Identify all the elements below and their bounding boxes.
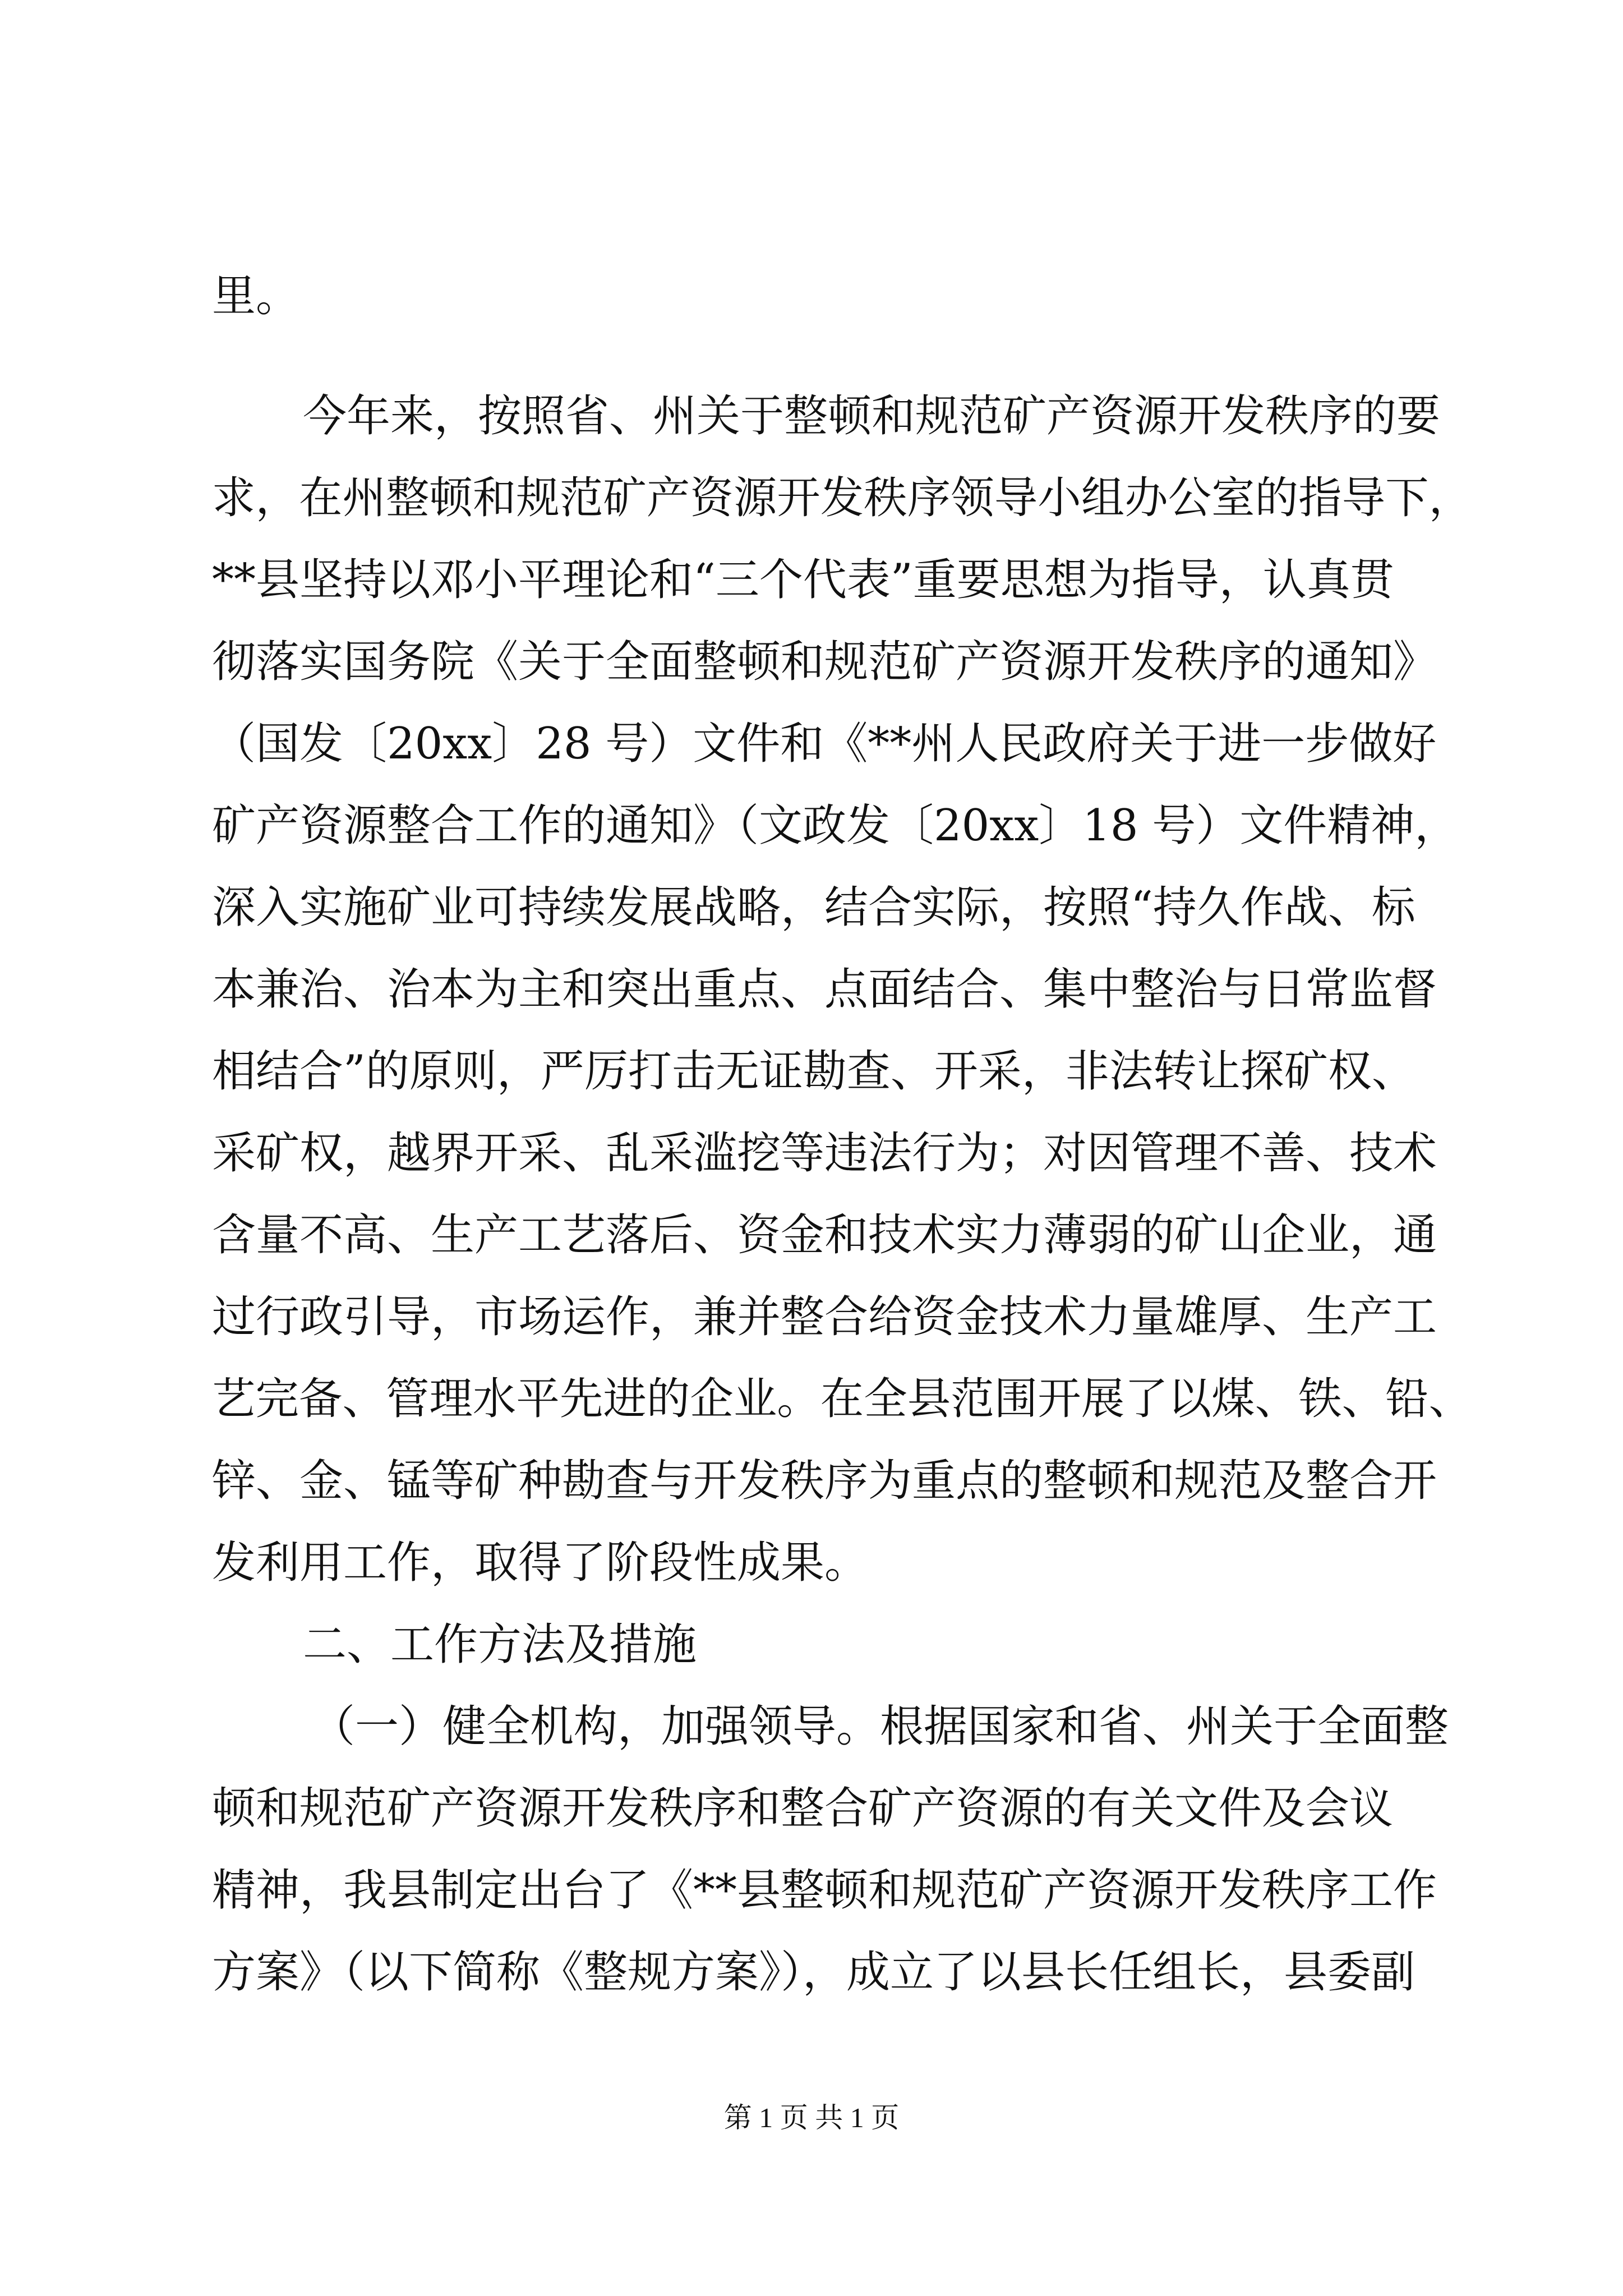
text-line: 相结合”的原则，严厉打击无证勘查、开采，非法转让探矿权、: [212, 1046, 1415, 1097]
text-line: （国发〔20xx〕28 号）文件和《**州人民政府关于进一步做好: [212, 719, 1437, 769]
text-line: 矿产资源整合工作的通知》（文政发〔20xx〕18 号）文件精神，: [212, 800, 1459, 851]
text-line: 含量不高、生产工艺落后、资金和技术实力薄弱的矿山企业，通: [212, 1210, 1437, 1260]
section-heading: 二、工作方法及措施: [303, 1619, 697, 1670]
text-line: 本兼治、治本为主和突出重点、点面结合、集中整治与日常监督: [212, 964, 1437, 1015]
text-line: 今年来，按照省、州关于整顿和规范矿产资源开发秩序的要: [303, 391, 1441, 441]
text-line: 锌、金、锰等矿种勘查与开发秩序为重点的整顿和规范及整合开: [212, 1456, 1437, 1506]
text-line: 采矿权，越界开采、乱采滥挖等违法行为；对因管理不善、技术: [212, 1128, 1437, 1179]
text-line: 深入实施矿业可持续发展战略，结合实际，按照“持久作战、标: [212, 882, 1415, 933]
text-line: 里。: [212, 271, 300, 321]
page-footer: 第 1 页 共 1 页: [723, 2102, 900, 2133]
text-line: 求，在州整顿和规范矿产资源开发秩序领导小组办公室的指导下，: [212, 473, 1473, 523]
text-line: 方案》（以下简称《整规方案》），成立了以县长任组长，县委副: [212, 1947, 1415, 1998]
text-line: （一）健全机构，加强领导。根据国家和省、州关于全面整: [311, 1701, 1449, 1752]
text-line: 艺完备、管理水平先进的企业。在全县范围开展了以煤、铁、铅、: [212, 1374, 1473, 1424]
text-line: 精神，我县制定出台了《**县整顿和规范矿产资源开发秩序工作: [212, 1865, 1437, 1916]
text-line: 彻落实国务院《关于全面整顿和规范矿产资源开发秩序的通知》: [212, 637, 1437, 687]
text-line: 顿和规范矿产资源开发秩序和整合矿产资源的有关文件及会议: [212, 1783, 1394, 1834]
text-line: 过行政引导，市场运作，兼并整合给资金技术力量雄厚、生产工: [212, 1292, 1437, 1342]
text-line: **县坚持以邓小平理论和“三个代表”重要思想为指导，认真贯: [212, 555, 1394, 605]
text-line: 发利用工作，取得了阶段性成果。: [212, 1538, 869, 1588]
